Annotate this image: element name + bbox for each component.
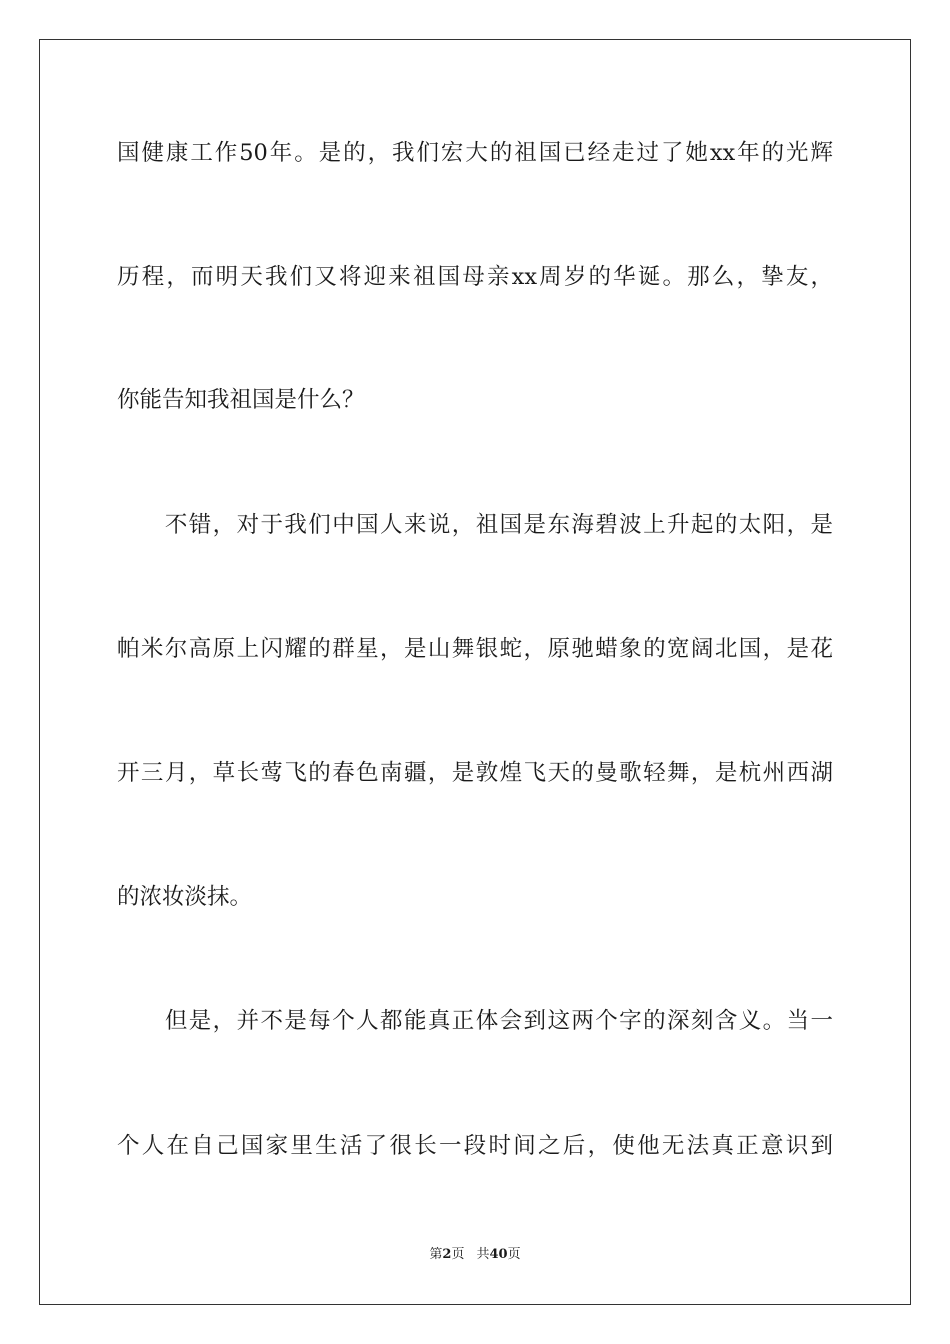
body-line-9: 个人在自己国家里生活了很长一段时间之后，使他无法真正意识到 [117,1133,833,1159]
footer-page-number: 2 [442,1247,452,1262]
body-line-8: 但是，并不是每个人都能真正体会到这两个字的深刻含义。当一 [117,1008,833,1034]
body-line-6: 开三月，草长莺飞的春色南疆，是敦煌飞天的曼歌轻舞，是杭州西湖 [117,760,833,786]
body-line-4: 不错，对于我们中国人来说，祖国是东海碧波上升起的太阳，是 [117,512,833,538]
body-line-5: 帕米尔高原上闪耀的群星，是山舞银蛇，原驰蜡象的宽阔北国，是花 [117,636,833,662]
footer-total-number: 40 [489,1247,508,1262]
body-line-1: 国健康工作50年。是的，我们宏大的祖国已经走过了她xx年的光辉 [117,140,833,166]
body-line-7: 的浓妆淡抹。 [117,884,253,910]
footer-page-prefix: 第 [429,1247,443,1262]
body-line-3: 你能告知我祖国是什么？ [117,387,365,413]
footer-total-prefix: 共 [476,1247,490,1262]
body-line-2: 历程，而明天我们又将迎来祖国母亲xx周岁的华诞。那么，挚友， [117,264,833,290]
page-footer [0,1246,950,1264]
footer-total-suffix: 页 [507,1247,521,1262]
page-border [39,39,911,1305]
footer-page-suffix: 页 [451,1247,465,1262]
